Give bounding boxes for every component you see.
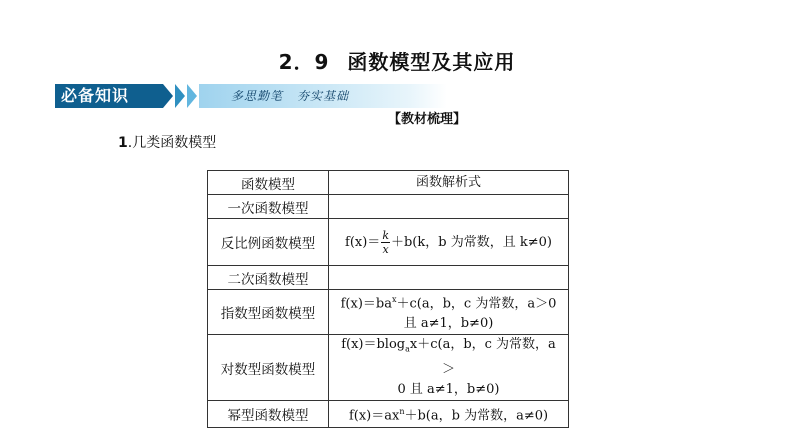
model-cell: 对数型函数模型 bbox=[208, 335, 329, 401]
formula-line: 且 a≠1，b≠0) bbox=[403, 316, 494, 332]
section-tag: 【教材梳理】 bbox=[388, 112, 467, 127]
fraction-numerator: k bbox=[382, 228, 389, 242]
model-cell: 一次函数模型 bbox=[208, 195, 329, 219]
formula-line: f(x)＝blog$_a$x＋c(a，b，c 为常数，a＞ bbox=[341, 337, 556, 377]
superscript: x bbox=[391, 295, 397, 304]
formula-cell bbox=[329, 219, 569, 266]
chevron-decoration bbox=[175, 84, 185, 108]
subheading-text: .几类函数模型 bbox=[127, 135, 217, 151]
table-row bbox=[208, 290, 569, 335]
formula-line: $f(x)=ba^x+c(a$，b，c 为常数，a＞0 bbox=[340, 295, 557, 312]
slogan-a: 多思勤笔 bbox=[231, 89, 284, 103]
table-row bbox=[208, 400, 569, 427]
subheading bbox=[118, 132, 216, 152]
page-title bbox=[0, 46, 794, 75]
section-number: 2．9 bbox=[278, 50, 330, 74]
model-cell: 二次函数模型 bbox=[208, 266, 329, 290]
superscript: n bbox=[399, 406, 405, 416]
table-row bbox=[208, 219, 569, 266]
function-model-table bbox=[207, 170, 569, 428]
formula-cell: $f(x)=ax^n+b(a$，b 为常数，a≠0) bbox=[329, 400, 569, 427]
fraction bbox=[381, 229, 390, 256]
chevron-decoration bbox=[187, 84, 197, 108]
table-row bbox=[208, 266, 569, 290]
table-row bbox=[208, 195, 569, 219]
subscript: a bbox=[405, 344, 410, 354]
header-formula: 函数解析式 bbox=[329, 171, 569, 195]
subheading-number: 1 bbox=[118, 135, 128, 151]
formula-cell bbox=[329, 266, 569, 290]
title-text: 函数模型及其应用 bbox=[347, 50, 516, 74]
banner-badge: 必备知识 bbox=[55, 84, 163, 108]
fraction-denominator: x bbox=[382, 242, 389, 256]
formula-line: 0 且 a≠1，b≠0) bbox=[397, 381, 500, 397]
formula-prefix: f(x)＝ bbox=[345, 234, 381, 250]
banner-slogan bbox=[199, 84, 447, 108]
section-banner bbox=[55, 84, 447, 108]
formula-cell bbox=[329, 335, 569, 401]
model-cell: 幂型函数模型 bbox=[208, 400, 329, 427]
formula-cell bbox=[329, 195, 569, 219]
model-cell: 反比例函数模型 bbox=[208, 219, 329, 266]
formula-cell bbox=[329, 290, 569, 335]
slogan-b: 夯实基础 bbox=[297, 89, 350, 103]
table-row bbox=[208, 335, 569, 401]
formula-suffix: ＋b(k，b 为常数，且 k≠0) bbox=[390, 234, 552, 250]
header-model: 函数模型 bbox=[208, 171, 329, 195]
model-cell: 指数型函数模型 bbox=[208, 290, 329, 335]
table-header-row bbox=[208, 171, 569, 195]
chevron-decoration bbox=[163, 84, 173, 108]
